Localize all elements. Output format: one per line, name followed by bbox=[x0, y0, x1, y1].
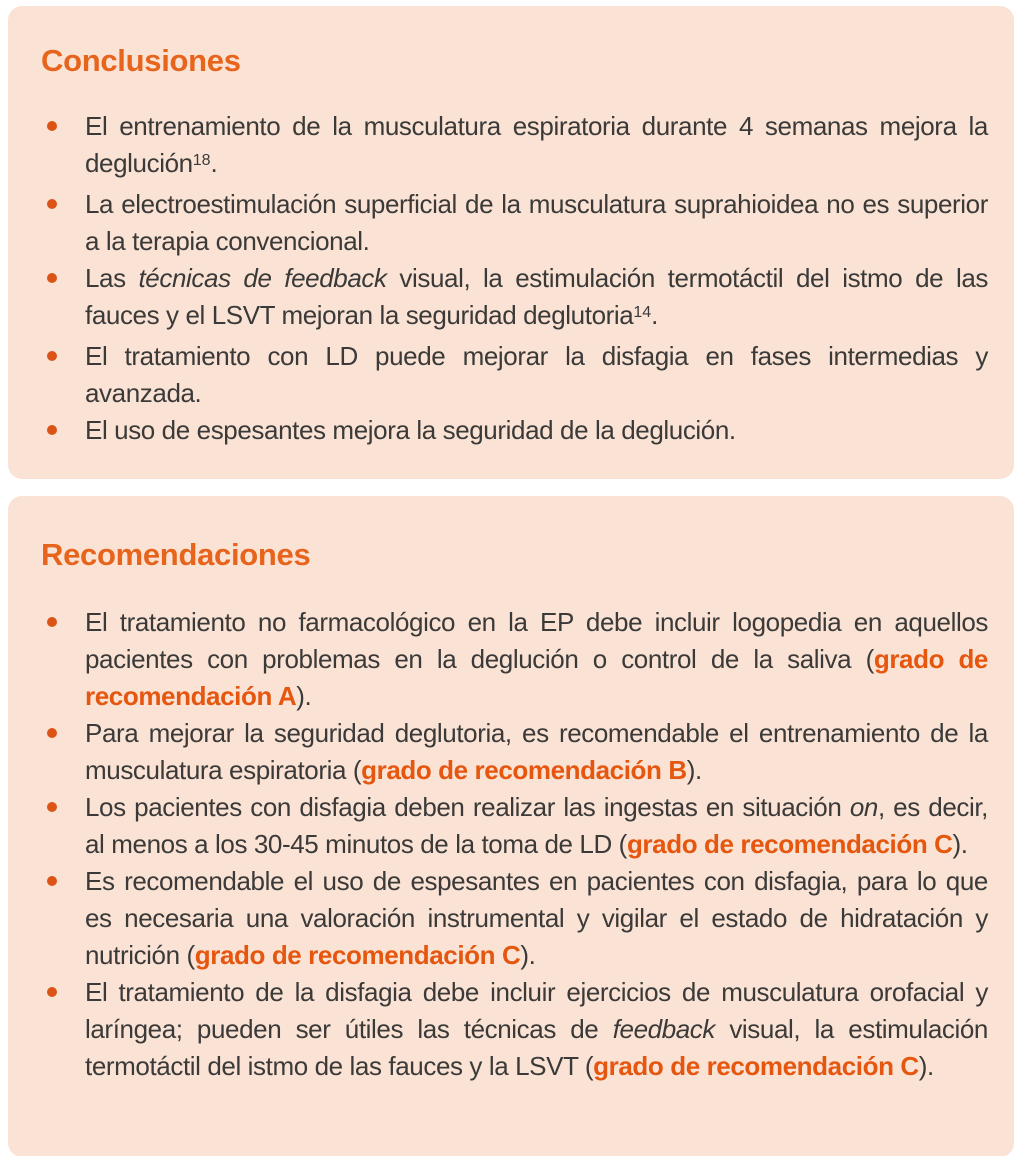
bullet-item bbox=[41, 338, 988, 412]
bullet-icon bbox=[47, 876, 57, 886]
bullet-item bbox=[41, 789, 988, 863]
conclusions-list bbox=[41, 108, 988, 449]
bullet-item bbox=[41, 108, 988, 186]
bullet-item bbox=[41, 974, 988, 1085]
bullet-text: El tratamiento no farmacológico en la EP debe incluir logopedia en aquellos pacientes con problemas en la deglución o control de la saliva (grado de recomendación A). bbox=[85, 607, 988, 711]
conclusions-box bbox=[8, 6, 1014, 479]
bullet-text: El entrenamiento de la musculatura espiratoria durante 4 semanas mejora la deglución$^{18}$. bbox=[85, 111, 988, 178]
bullet-icon bbox=[47, 617, 57, 627]
bullet-icon bbox=[47, 987, 57, 997]
bullet-icon bbox=[47, 351, 57, 361]
bullet-icon bbox=[47, 273, 57, 283]
bullet-text: El tratamiento con LD puede mejorar la disfagia en fases intermedias y avanzada. bbox=[85, 341, 988, 408]
bullet-item bbox=[41, 260, 988, 338]
bullet-text: Las técnicas de feedback visual, la estimulación termotáctil del istmo de las fauces y el LSVT mejoran la seguridad deglutoria$^{14}$. bbox=[85, 263, 988, 330]
bullet-icon bbox=[47, 121, 57, 131]
bullet-item bbox=[41, 715, 988, 789]
recommendations-box bbox=[8, 496, 1014, 1156]
bullet-text: Para mejorar la seguridad deglutoria, es recomendable el entrenamiento de la musculatura espiratoria (grado de recomendación B). bbox=[85, 718, 988, 785]
bullet-text: La electroestimulación superficial de la musculatura suprahioidea no es superior a la terapia convencional. bbox=[85, 189, 988, 256]
bullet-item bbox=[41, 604, 988, 715]
bullet-icon bbox=[47, 425, 57, 435]
bullet-item bbox=[41, 863, 988, 974]
bullet-icon bbox=[47, 199, 57, 209]
bullet-text: El uso de espesantes mejora la seguridad de la deglución. bbox=[85, 415, 736, 445]
recommendations-title: Recomendaciones bbox=[41, 537, 311, 572]
conclusions-title: Conclusiones bbox=[41, 43, 241, 78]
bullet-item bbox=[41, 412, 988, 449]
bullet-text: Los pacientes con disfagia deben realizar las ingestas en situación on, es decir, al menos a los 30-45 minutos de la toma de LD (grado de recomendación C). bbox=[85, 792, 988, 859]
bullet-item bbox=[41, 186, 988, 260]
recommendations-list bbox=[41, 604, 988, 1085]
bullet-icon bbox=[47, 802, 57, 812]
bullet-text: El tratamiento de la disfagia debe incluir ejercicios de musculatura orofacial y laríngea; pueden ser útiles las técnicas de feedback visual, la estimulación termotáctil del istmo de las fauces y la LSVT (grado de recomendación C). bbox=[85, 977, 988, 1081]
bullet-text: Es recomendable el uso de espesantes en pacientes con disfagia, para lo que es necesaria una valoración instrumental y vigilar el estado de hidratación y nutrición (grado de recomendación C). bbox=[85, 866, 988, 970]
bullet-icon bbox=[47, 728, 57, 738]
